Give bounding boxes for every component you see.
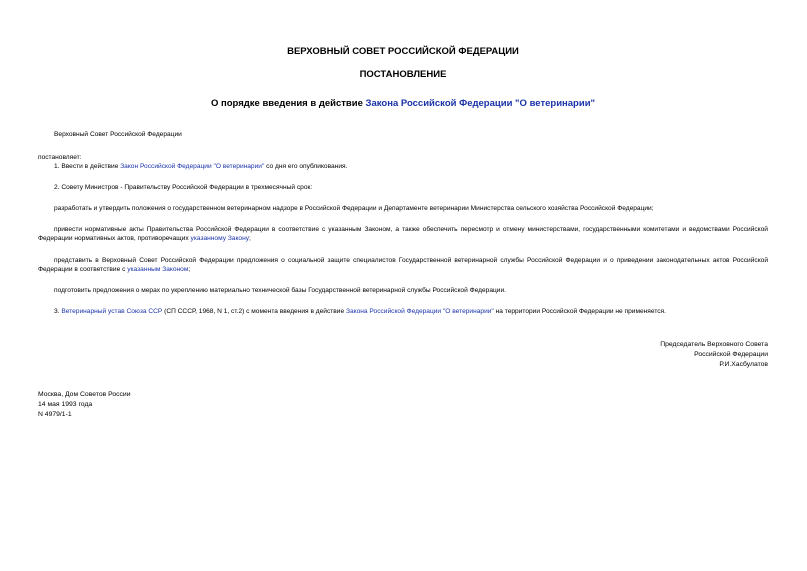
law-link[interactable]: Закон Российской Федерации "О ветеринарии"	[120, 163, 265, 170]
item-3-prefix: 3.	[54, 308, 62, 315]
signature-block	[660, 340, 768, 370]
item-3-mid: (СП СССР, 1968, N 1, ст.2) с момента введения в действие	[162, 308, 346, 315]
item-1-suffix: со дня его опубликования.	[264, 163, 348, 170]
item-2c-paragraph	[38, 256, 768, 274]
item-1-paragraph	[38, 162, 768, 171]
item-1-prefix: 1. Ввести в действие	[54, 163, 121, 170]
title-prefix: О порядке введения в действие	[210, 98, 366, 109]
doc-type-heading: ПОСТАНОВЛЕНИЕ	[359, 69, 447, 80]
law-link-2[interactable]: Закона Российской Федерации "О ветеринарии"	[346, 308, 494, 315]
document-title	[38, 98, 768, 109]
item-2d-paragraph: подготовить предложения о мерах по укреплению материально технической базы Государственной ветеринарной службы Российской Федерации.	[54, 287, 506, 294]
date: 14 мая 1993 года	[38, 401, 93, 408]
item-2c-suffix: ;	[188, 266, 191, 273]
item-2b-paragraph	[38, 225, 768, 243]
council-heading: ВЕРХОВНЫЙ СОВЕТ РОССИЙСКОЙ ФЕДЕРАЦИИ	[287, 46, 519, 57]
law-ref-link-1[interactable]: указанному Закону	[190, 235, 250, 242]
item-2-paragraph: 2. Совету Министров - Правительству Российской Федерации в трехмесячный срок:	[54, 184, 313, 191]
item-2c-prefix: представить в Верховный Совет Российской Федерации предложения о социальной защите специалистов Государственной ветеринарной службы Российской Федерации и о приведении законодательных актов Российской Федерации в соответствие с	[38, 257, 768, 273]
item-2a-paragraph: разработать и утвердить положения о государственном ветеринарном надзоре в Российской Федерации и Департаменте ветеринарии Министерства сельского хозяйства Российской Федерации;	[54, 205, 654, 212]
intro-paragraph: Верховный Совет Российской Федерации	[54, 131, 182, 138]
vet-charter-link[interactable]: Ветеринарный устав Союза ССР	[61, 308, 163, 315]
signature-position: Председатель Верховного Совета	[660, 341, 768, 348]
signature-name: Р.И.Хасбулатов	[719, 361, 768, 368]
place-date-block	[38, 390, 131, 420]
title-law-link[interactable]: Закона Российской Федерации "О ветеринарии"	[365, 98, 596, 109]
item-3-paragraph	[38, 307, 768, 316]
item-2b-suffix: ;	[249, 235, 251, 242]
resolves-paragraph: постановляет:	[38, 154, 82, 161]
signature-org: Российской Федерации	[694, 351, 768, 358]
document-number: N 4979/1-1	[38, 411, 72, 418]
place: Москва, Дом Советов России	[38, 391, 131, 398]
item-3-suffix: на территории Российской Федерации не применяется.	[493, 308, 666, 315]
law-ref-link-2[interactable]: указанным Законом	[127, 266, 189, 273]
item-2b-prefix: привести нормативные акты Правительства Российской Федерации в соответствие с указанным Законом, а также обеспечить пересмотр и отмену министерствами, государственными комитетами и ведомствами Российской Федерации нормативных актов, противоречащих	[38, 226, 768, 242]
